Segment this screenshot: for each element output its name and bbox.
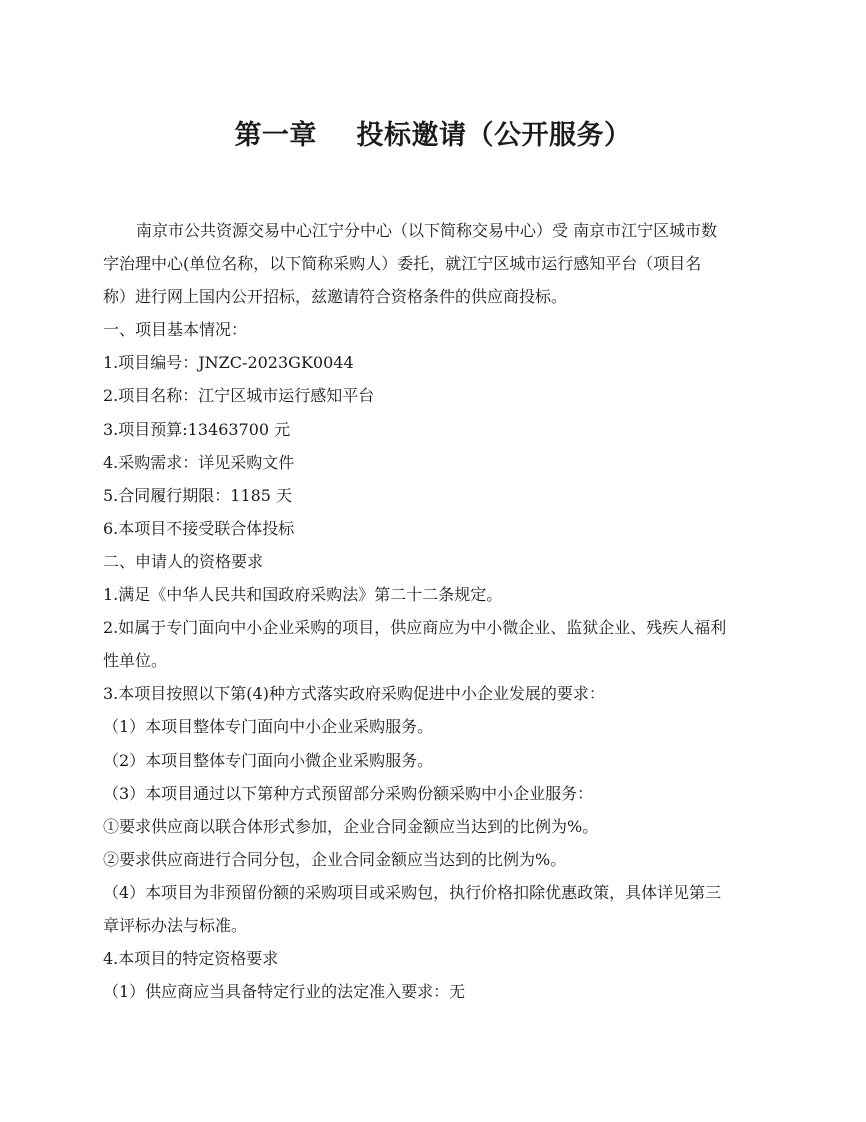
sme-option-4-line-2: 章评标办法与标准。: [103, 915, 248, 935]
consortium-note: 6.本项目不接受联合体投标: [103, 518, 295, 538]
chapter-title: 第一章 投标邀请（公开服务）: [234, 120, 632, 151]
procurement-requirement: 4.采购需求：详见采购文件: [103, 452, 295, 472]
sme-option-2: （2）本项目整体专门面向小微企业采购服务。: [103, 750, 434, 770]
project-budget: 3.项目预算:13463700 元: [103, 419, 291, 439]
document-body: [103, 214, 771, 1008]
sme-option-1: （1）本项目整体专门面向中小企业采购服务。: [103, 717, 434, 737]
qualification-item-1: 1.满足《中华人民共和国政府采购法》第二十二条规定。: [103, 585, 503, 605]
sme-option-3-sub-2: ②要求供应商进行合同分包，企业合同金额应当达到的比例为%。: [103, 849, 567, 869]
project-name: 2.项目名称：江宁区城市运行感知平台: [103, 386, 375, 406]
sme-option-4-line-1: （4）本项目为非预留份额的采购项目或采购包，执行价格扣除优惠政策，具体详见第三: [103, 882, 722, 902]
sme-option-3: （3）本项目通过以下第种方式预留部分采购份额采购中小企业服务：: [103, 783, 594, 803]
specific-requirement-1: （1）供应商应当具备特定行业的法定准入要求：无: [103, 982, 466, 1002]
intro-paragraph-line-3: 称）进行网上国内公开招标，兹邀请符合资格条件的供应商投标。: [103, 287, 568, 307]
sme-option-3-sub-1: ①要求供应商以联合体形式参加，企业合同金额应当达到的比例为%。: [103, 816, 599, 836]
qualification-item-2-line-1: 2.如属于专门面向中小企业采购的项目，供应商应为中小微企业、监狱企业、残疾人福利: [103, 618, 727, 638]
qualification-item-4: 4.本项目的特定资格要求: [103, 949, 279, 969]
intro-paragraph-line-1: 南京市公共资源交易中心江宁分中心（以下简称交易中心）受 南京市江宁区城市数: [136, 221, 718, 240]
qualification-item-2-line-2: 性单位。: [103, 651, 168, 671]
qualification-item-3: 3.本项目按照以下第(4)种方式落实政府采购促进中小企业发展的要求：: [103, 684, 605, 704]
section-heading-project-info: 一、项目基本情况：: [103, 320, 248, 340]
project-number: 1.项目编号：JNZC-2023GK0044: [103, 353, 354, 373]
section-heading-qualification: 二、申请人的资格要求: [103, 551, 264, 571]
contract-period: 5.合同履行期限：1185 天: [103, 485, 293, 505]
intro-paragraph-line-2: 字治理中心(单位名称，以下简称采购人）委托，就江宁区城市运行感知平台（项目名: [103, 254, 702, 274]
